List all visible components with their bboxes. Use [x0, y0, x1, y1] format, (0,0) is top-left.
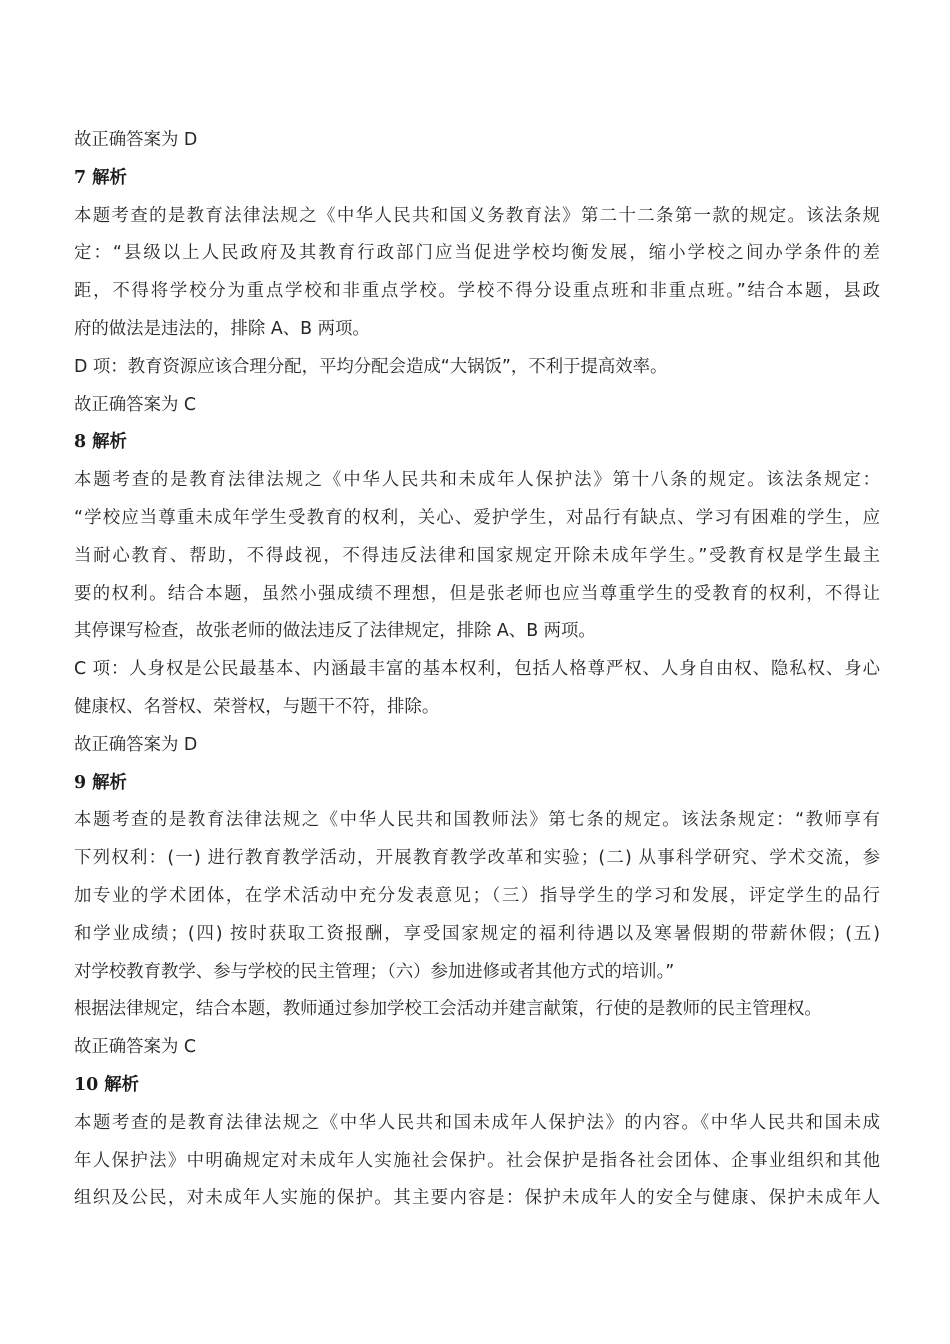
paragraph-line: “学校应当尊重未成年学生受教育的权利，关心、爱护学生，对品行有缺点、学习有困难的学生，应 — [74, 507, 880, 528]
answer-line: 故正确答案为 C — [74, 1037, 197, 1058]
paragraph-line: 健康权、名誉权、荣誉权，与题干不符，排除。 — [74, 696, 440, 717]
paragraph-line: 要的权利。结合本题，虽然小强成绩不理想，但是张老师也应当尊重学生的受教育的权利，不得让 — [74, 583, 880, 604]
paragraph-line: C 项：人身权是公民最基本、内涵最丰富的基本权利，包括人格尊严权、人身自由权、隐私权、身心 — [74, 659, 880, 680]
paragraph-line: 本题考查的是教育法律法规之《中华人民共和未成年人保护法》第十八条的规定。该法条规定： — [74, 470, 880, 491]
paragraph-line: 和学业成绩；(四) 按时获取工资报酬，享受国家规定的福利待遇以及寒暑假期的带薪休假；(五) — [74, 923, 880, 944]
answer-line: 故正确答案为 D — [74, 734, 198, 755]
paragraph-line: 其停课写检查，故张老师的做法违反了法律规定，排除 A、B 两项。 — [74, 621, 596, 642]
paragraph-line: 对学校教育教学、参与学校的民主管理；（六）参加进修或者其他方式的培训。” — [74, 961, 675, 982]
paragraph-line: D 项：教育资源应该合理分配，平均分配会造成“大锅饭”，不利于提高效率。 — [74, 356, 668, 377]
paragraph-line: 本题考查的是教育法律法规之《中华人民共和国未成年人保护法》的内容。《中华人民共和国未成 — [74, 1112, 880, 1133]
paragraph-line: 根据法律规定，结合本题，教师通过参加学校工会活动并建言献策，行使的是教师的民主管理权。 — [74, 999, 822, 1020]
section-heading-9: 9 解析 — [74, 772, 127, 793]
paragraph-line: 年人保护法》中明确规定对未成年人实施社会保护。社会保护是指各社会团体、企事业组织和其他 — [74, 1150, 880, 1171]
paragraph-line: 下列权利：(一) 进行教育教学活动，开展教育教学改革和实验；(二) 从事科学研究、学术交流，参 — [74, 848, 880, 869]
paragraph-line: 加专业的学术团体，在学术活动中充分发表意见；（三）指导学生的学习和发展，评定学生的品行 — [74, 885, 880, 906]
document-body — [74, 122, 880, 1218]
answer-line: 故正确答案为 D — [74, 130, 198, 150]
section-heading-8: 8 解析 — [74, 432, 127, 453]
paragraph-line: 当耐心教育、帮助，不得歧视，不得违反法律和国家规定开除未成年学生。”受教育权是学生最主 — [74, 545, 880, 566]
answer-line: 故正确答案为 C — [74, 394, 197, 415]
section-heading-7: 7 解析 — [74, 167, 127, 188]
section-heading-10: 10 解析 — [74, 1074, 140, 1095]
paragraph-line: 定：“县级以上人民政府及其教育行政部门应当促进学校均衡发展，缩小学校之间办学条件的差 — [74, 243, 880, 264]
paragraph-line: 距，不得将学校分为重点学校和非重点学校。学校不得分设重点班和非重点班。”结合本题，县政 — [74, 281, 880, 302]
paragraph-line: 组织及公民，对未成年人实施的保护。其主要内容是：保护未成年人的安全与健康、保护未成年人 — [74, 1188, 880, 1209]
paragraph-line: 府的做法是违法的，排除 A、B 两项。 — [74, 318, 370, 339]
paragraph-line: 本题考查的是教育法律法规之《中华人民共和国教师法》第七条的规定。该法条规定：“教师享有 — [74, 810, 880, 831]
paragraph-line: 本题考查的是教育法律法规之《中华人民共和国义务教育法》第二十二条第一款的规定。该法条规 — [74, 205, 880, 226]
